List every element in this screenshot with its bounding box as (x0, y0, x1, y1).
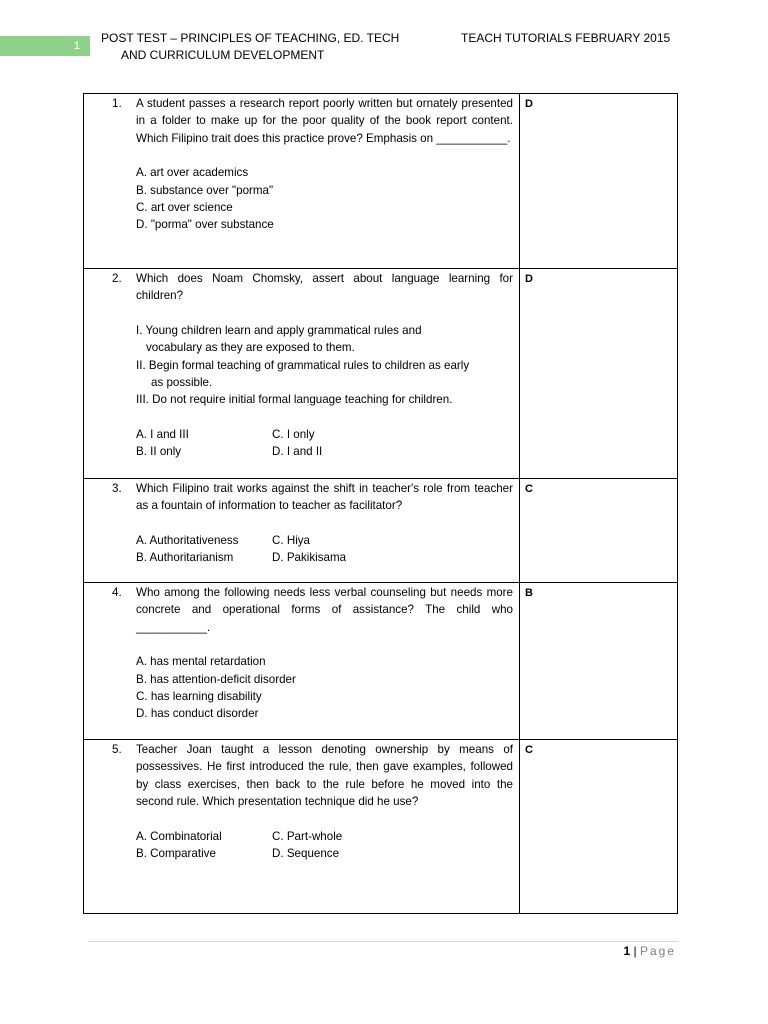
option: D. "porma" over substance (136, 218, 274, 232)
option: C. Hiya (272, 533, 311, 547)
question-number: 5. (112, 743, 122, 756)
question-text: Which Filipino trait works against the shift in teacher's role from teacher as a fountain of information to teacher as facilitator? (136, 482, 513, 513)
statement (136, 357, 513, 392)
question-number: 4. (112, 586, 122, 599)
question-row (84, 94, 678, 269)
option: C. Part-whole (272, 829, 343, 843)
option: D. Sequence (272, 847, 340, 861)
header-title-line2: AND CURRICULUM DEVELOPMENT (121, 48, 325, 62)
question-text: Teacher Joan taught a lesson denoting ownership by means of possessives. He first introduced the rule, then gave examples, followed by class exercises, then back to the rule before he moved into the second rule. Which presentation technique did he use? (136, 743, 513, 809)
options-grid (136, 426, 513, 461)
answer-cell: B (520, 583, 678, 740)
options-grid (136, 532, 513, 567)
question-number: 2. (112, 272, 122, 285)
option: A. Authoritativeness (136, 533, 239, 547)
question-number: 1. (112, 97, 122, 110)
question-cell (84, 479, 520, 583)
option: C. has learning disability (136, 690, 262, 704)
statement-line: III. Do not require initial formal language teaching for children. (136, 393, 453, 407)
document-header-title (101, 30, 421, 64)
option: D. has conduct disorder (136, 707, 259, 721)
question-row (84, 583, 678, 740)
page-footer (623, 943, 676, 960)
footer-page-label: Page (639, 944, 676, 958)
option: B. substance over "porma" (136, 183, 274, 197)
header-title-line1: POST TEST – PRINCIPLES OF TEACHING, ED. TECH (101, 31, 400, 45)
option: A. Combinatorial (136, 829, 222, 843)
options-grid (136, 828, 513, 863)
question-row (84, 740, 678, 914)
question-row (84, 269, 678, 479)
option: A. I and III (136, 427, 189, 441)
statement-line: vocabulary as they are exposed to them. (146, 341, 355, 355)
document-header-right: TEACH TUTORIALS FEBRUARY 2015 (461, 31, 671, 45)
statement-line: II. Begin formal teaching of grammatical rules to children as early (136, 358, 470, 372)
statement-line: as possible. (151, 376, 213, 390)
answer-cell: D (520, 269, 678, 479)
option: B. Authoritarianism (136, 551, 234, 565)
option: A. art over academics (136, 166, 249, 180)
option: C. I only (272, 427, 315, 441)
question-text: A student passes a research report poorly written but ornately presented in a folder to make up for the poor quality of the book report content. Which Filipino trait does this practice prove? Emphasis on ___________. (136, 97, 513, 145)
question-table (83, 93, 678, 914)
question-cell (84, 583, 520, 740)
question-cell (84, 740, 520, 914)
footer-divider (88, 941, 679, 942)
statement (136, 391, 513, 408)
option: B. Comparative (136, 847, 216, 861)
footer-separator: | (633, 944, 637, 958)
option: B. II only (136, 445, 182, 459)
page-tab: 1 (0, 36, 90, 56)
statement-line: I. Young children learn and apply grammatical rules and (136, 323, 422, 337)
answer-cell: C (520, 479, 678, 583)
question-cell (84, 94, 520, 269)
option: A. has mental retardation (136, 655, 266, 669)
question-text: Which does Noam Chomsky, assert about language learning for children? (136, 272, 513, 303)
statement (136, 322, 513, 357)
option: D. Pakikisama (272, 551, 347, 565)
question-number: 3. (112, 482, 122, 495)
option: C. art over science (136, 201, 233, 215)
question-row (84, 479, 678, 583)
question-text: Who among the following needs less verbal counseling but needs more concrete and operational forms of assistance? The child who ___________. (136, 586, 513, 634)
answer-cell: C (520, 740, 678, 914)
option: B. has attention-deficit disorder (136, 672, 296, 686)
answer-cell: D (520, 94, 678, 269)
footer-page-number: 1 (623, 944, 631, 958)
option: D. I and II (272, 445, 323, 459)
question-cell (84, 269, 520, 479)
